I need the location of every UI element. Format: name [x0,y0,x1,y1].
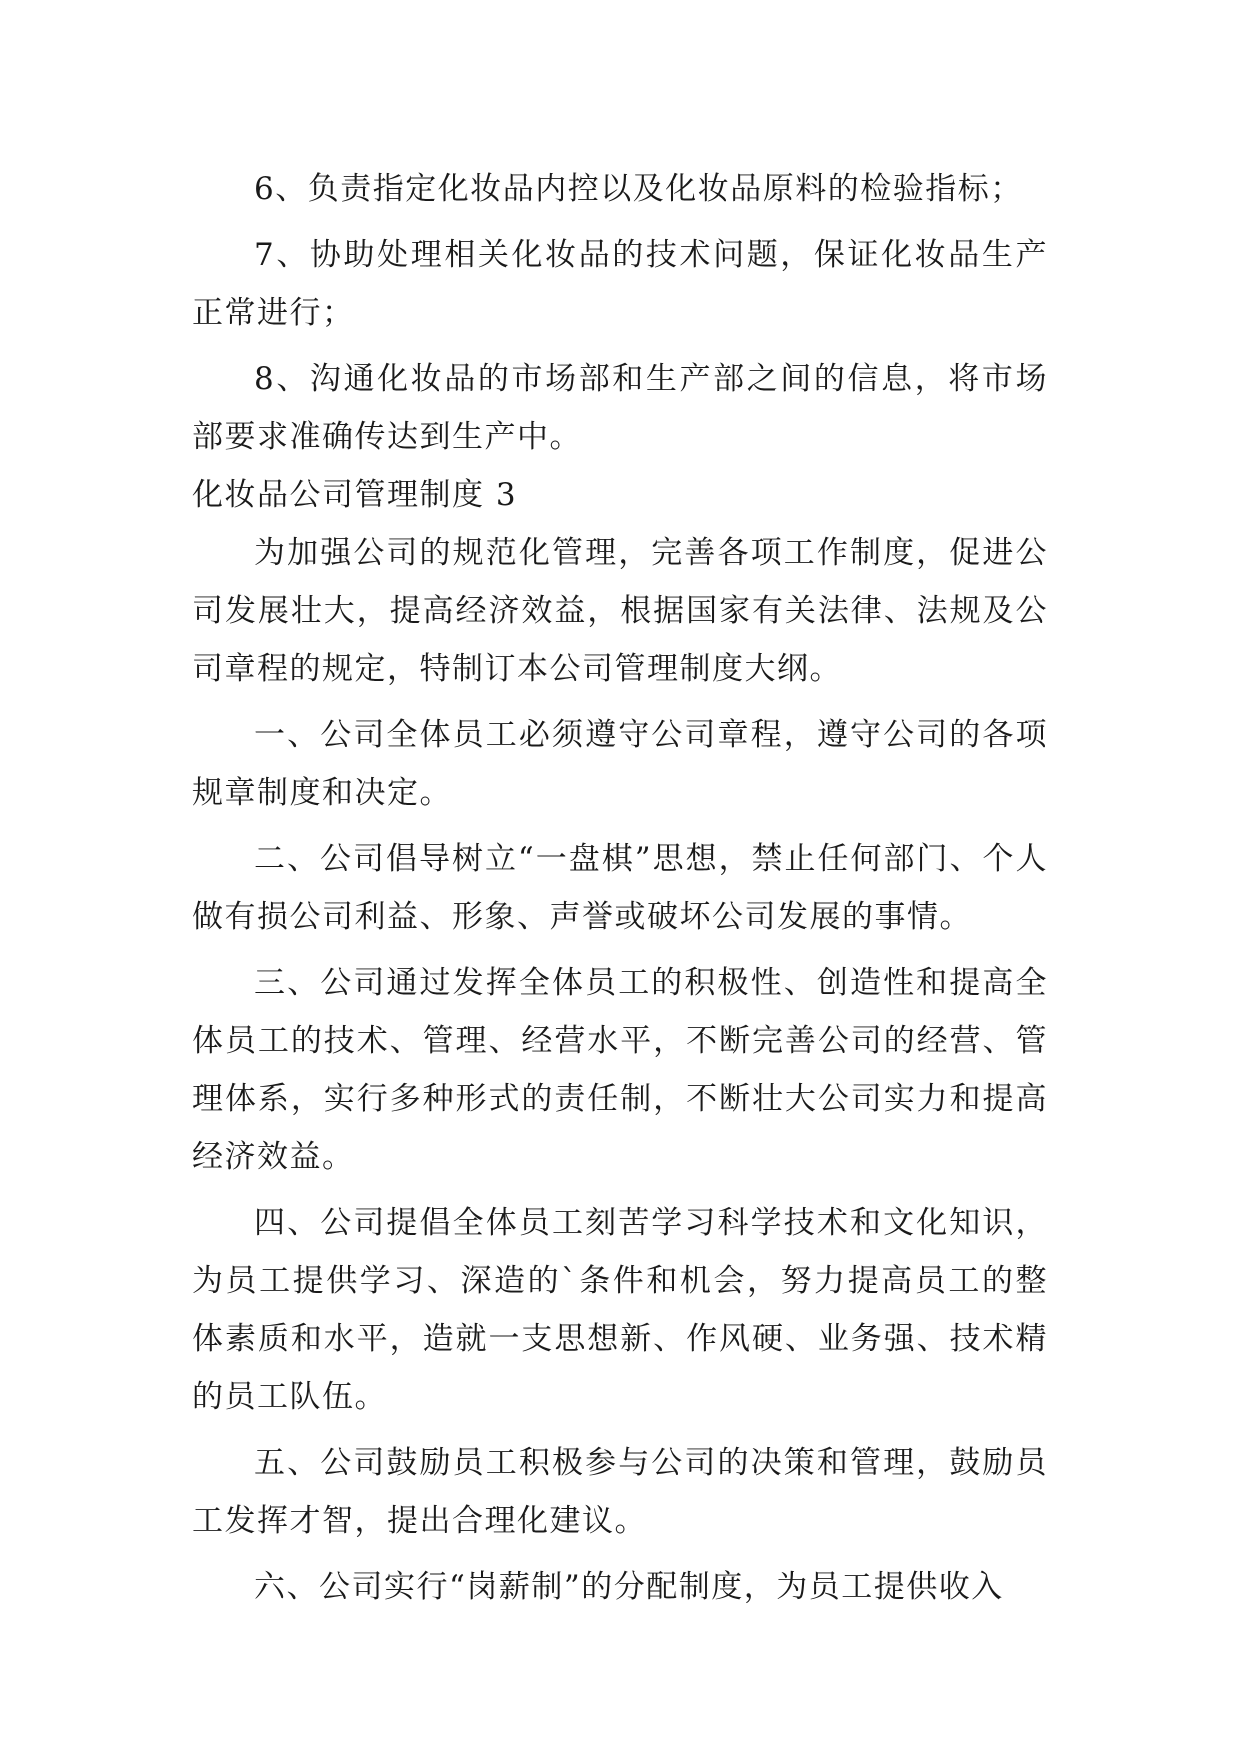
article-1: 一、公司全体员工必须遵守公司章程，遵守公司的各项规章制度和决定。 [192,717,1048,811]
article-3: 三、公司通过发挥全体员工的积极性、创造性和提高全体员工的技术、管理、经营水平，不断完善公司的经营、管理体系，实行多种形式的责任制，不断壮大公司实力和提高经济效益。 [192,965,1048,1175]
paragraph-item-7: 7、协助处理相关化妆品的技术问题，保证化妆品生产正常进行； [192,237,1048,331]
article-4: 四、公司提倡全体员工刻苦学习科学技术和文化知识，为员工提供学习、深造的`条件和机会，努力提高员工的整体素质和水平，造就一支思想新、作风硬、业务强、技术精的员工队伍。 [192,1205,1048,1415]
paragraph-item-8: 8、沟通化妆品的市场部和生产部之间的信息，将市场部要求准确传达到生产中。 [192,361,1048,455]
article-6: 六、公司实行“岗薪制”的分配制度，为员工提供收入 [254,1569,1004,1605]
section-heading: 化妆品公司管理制度 3 [192,477,518,513]
article-2: 二、公司倡导树立“一盘棋”思想，禁止任何部门、个人做有损公司利益、形象、声誉或破坏公司发展的事情。 [192,841,1048,935]
article-5: 五、公司鼓励员工积极参与公司的决策和管理，鼓励员工发挥才智，提出合理化建议。 [192,1445,1048,1539]
document-content [192,160,1048,1616]
intro-paragraph: 为加强公司的规范化管理，完善各项工作制度，促进公司发展壮大，提高经济效益，根据国家有关法律、法规及公司章程的规定，特制订本公司管理制度大纲。 [192,535,1048,687]
paragraph-item-6: 6、负责指定化妆品内控以及化妆品原料的检验指标； [254,171,1023,207]
